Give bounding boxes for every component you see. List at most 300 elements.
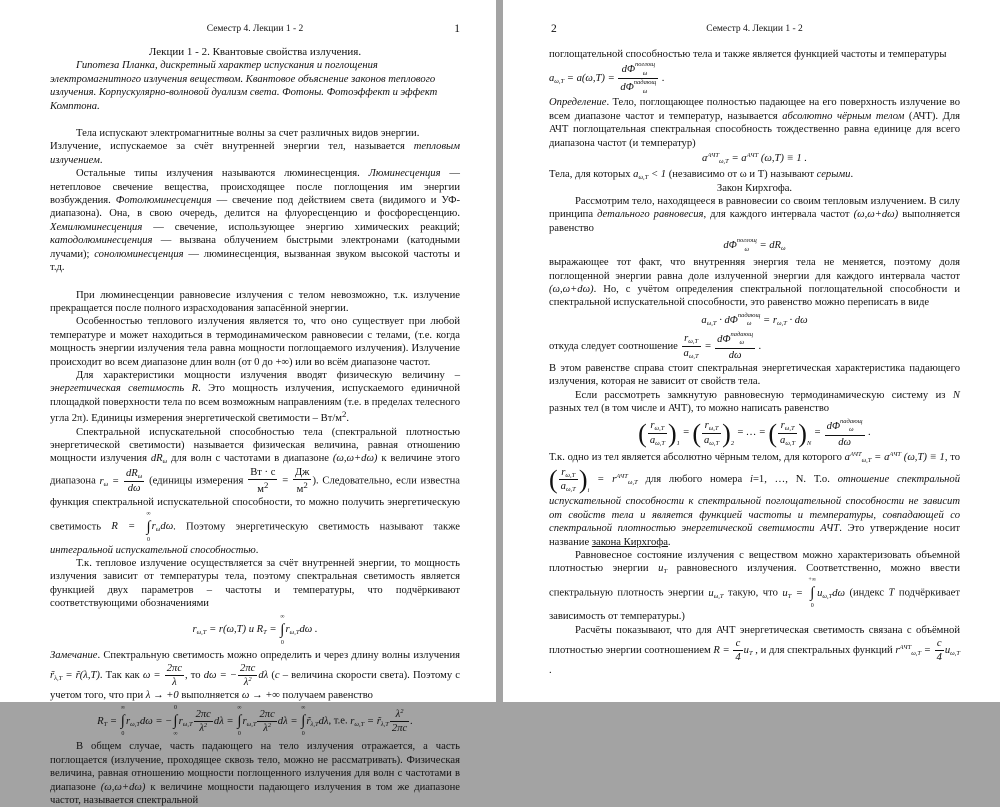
subscript: ω: [642, 87, 648, 95]
underlined-term: закона Кирхгофа: [591, 536, 668, 548]
subscript: ω: [746, 320, 752, 328]
formula: [549, 312, 960, 329]
subscript: ω,T: [950, 649, 961, 657]
text-run: λ: [263, 722, 268, 734]
denominator: [825, 436, 865, 449]
superscript: поглощ: [736, 237, 757, 245]
index-subscript: 2: [730, 440, 735, 447]
fraction: [165, 662, 184, 689]
text-run: . Спектральную светимость можно определить и через длину волны излучения: [97, 649, 460, 661]
math-expression: [242, 690, 280, 701]
numerator: [194, 708, 213, 722]
text-run: — нетепловое свечение вещества, происходящее после поглощения им энергии возбуждения.: [50, 168, 460, 207]
lower-limit: 0: [237, 731, 241, 738]
subscript: ω,T: [776, 319, 787, 327]
subscript: T: [748, 649, 753, 657]
text-run: dΦ: [717, 333, 731, 345]
text-run: 2πc: [259, 708, 275, 720]
emphasis-text: интегральной испускательной способностью: [50, 544, 256, 556]
text-run: (ω,ω+dω): [332, 453, 378, 465]
lower-limit: 0: [147, 536, 151, 543]
upper-limit: 0: [173, 705, 177, 712]
parenthesized-expression: [549, 464, 589, 495]
integral: [146, 510, 150, 544]
text-run: dω .: [299, 624, 318, 636]
denominator: [733, 651, 742, 664]
denominator: [257, 722, 276, 735]
numerator: [778, 419, 797, 434]
text-run: , то: [944, 451, 960, 463]
header-text: Семестр 4. Лекции 1 - 2: [206, 24, 304, 34]
sup-sub-stack: [738, 312, 761, 329]
right-paren: ): [667, 418, 677, 448]
numerator: [715, 331, 755, 349]
text-run: a: [780, 434, 786, 446]
math-expression: [111, 510, 174, 543]
text-run: .: [756, 340, 762, 352]
subscript: T: [103, 720, 108, 728]
emphasis-text: Гипотеза Планка, дискретный характер испускания и поглощения электромагнитного излучения веществом. Квантовое объяснение законов теплового излучения. Корпускулярно-волновой дуализм света. Фотоны. Фотоэффект и эффект Комптона.: [50, 60, 438, 112]
text-run: u: [782, 587, 788, 599]
text-run: (ω,ω+dω): [100, 781, 146, 793]
numerator: [559, 466, 578, 481]
text-run: (независимо от ω и T) называют: [666, 168, 817, 180]
text-run: При люминесценции равновесие излучения с телом невозможно, т.к. излучение прекращается после полного израсходования запасённой энергии.: [50, 289, 460, 314]
text-run: .: [667, 536, 671, 548]
paragraph: [50, 315, 460, 369]
text-run: = a: [871, 451, 890, 463]
text-run: =: [921, 644, 934, 656]
superscript: 2: [341, 409, 347, 420]
subscript: ω,T: [785, 439, 796, 447]
text-run: . Так как: [99, 669, 143, 681]
text-run: Тела испускают электромагнитные волны за счет различных видов энергии.: [76, 128, 420, 140]
paragraph: [549, 96, 960, 150]
text-run: ω → +∞: [241, 690, 280, 702]
paragraph: [549, 362, 960, 389]
text-run: r: [99, 475, 104, 487]
formula: [50, 613, 460, 647]
upper-limit: +∞: [808, 577, 817, 584]
text-run: = r̃: [364, 715, 381, 727]
header-text: Семестр 4. Лекции 1 - 2: [706, 24, 803, 34]
numerator: [648, 419, 667, 434]
superscript: падающ: [737, 311, 761, 319]
subscript: T: [263, 629, 267, 637]
emphasis-text: Люминесценция: [368, 168, 441, 180]
sup-sub-stack: [634, 79, 657, 96]
emphasis-text: i: [749, 474, 753, 486]
text-run: Рассмотрим тело, находящееся в равновесии со своим тепловым излучением. В силу принципа: [549, 196, 960, 221]
text-run: разных тел (в том числе и АЧТ), то можно написать равенство: [549, 403, 830, 415]
text-run: a: [649, 434, 656, 446]
denominator: [124, 482, 144, 495]
denominator: [390, 722, 409, 735]
index-subscript: i: [587, 486, 590, 494]
text-run: = a: [728, 153, 747, 165]
fraction: [559, 466, 578, 495]
subscript: ω,T: [289, 629, 300, 637]
parenthesized-expression: [768, 418, 811, 449]
text-run: (ω,T) ≡ 1 .: [758, 153, 807, 165]
superscript: поглощ: [635, 61, 656, 69]
subscript: ω,T: [565, 471, 576, 479]
text-run: dω: [728, 349, 742, 361]
denominator: [778, 434, 797, 448]
math-expression: [549, 284, 594, 295]
emphasis-text: Определение: [549, 97, 607, 109]
text-run: Остальные типы излучения называются люминесценция.: [76, 168, 369, 180]
text-run: .: [410, 715, 413, 727]
denominator: [248, 480, 277, 496]
emphasis-text: энергетическая светимость R: [50, 383, 199, 395]
text-run: < 1: [648, 168, 667, 180]
text-run: Для характеристики мощности излучения вводят физическую величину –: [76, 369, 460, 381]
text-run: r: [242, 715, 247, 727]
text-run: =: [811, 427, 824, 439]
text-run: r: [178, 715, 183, 727]
left-paren: (: [638, 418, 647, 448]
text-run: λ: [172, 677, 177, 689]
text-run: .: [850, 168, 854, 180]
text-run: dλ =: [213, 715, 237, 727]
text-run: Равновесное состояние излучения с веществом можно характеризовать объемной плотностью энергии: [549, 549, 960, 575]
paragraph: [50, 649, 460, 703]
index-subscript: N: [806, 440, 812, 447]
subscript: ω: [162, 458, 168, 466]
right-paren: ): [722, 418, 731, 448]
text-run: Вт · с: [250, 467, 276, 479]
upper-limit: ∞: [280, 613, 285, 620]
lecture-subtitle: [50, 59, 460, 113]
text-run: Тела, для которых: [549, 168, 634, 180]
math-expression: [713, 637, 753, 663]
subscript: ω: [849, 426, 854, 433]
subscript: ω,T: [709, 439, 720, 447]
emphasis-text: T: [888, 587, 895, 599]
text-run: dR: [150, 453, 163, 465]
subscript: ω,T: [130, 720, 140, 728]
upper-limit: ∞: [146, 510, 151, 517]
formula: [549, 418, 960, 449]
fraction: [238, 662, 257, 689]
text-run: r: [151, 521, 156, 533]
denominator: [559, 480, 578, 494]
paragraph: [549, 182, 960, 195]
text-run: λ: [199, 722, 204, 734]
text-run: r: [780, 419, 785, 431]
fraction: [390, 708, 409, 735]
superscript: 2: [263, 480, 269, 491]
fraction: [248, 466, 277, 496]
paragraph: [549, 256, 960, 310]
numerator: [165, 662, 184, 676]
math-expression: [782, 577, 846, 610]
text-run: λ → +0: [145, 690, 179, 702]
text-run: dω = −: [139, 715, 173, 727]
fraction: [778, 419, 797, 448]
integral: [173, 704, 177, 738]
text-run: =1, …, N. Т.о.: [752, 474, 838, 486]
subscript: ω,T: [565, 486, 576, 494]
fraction: [825, 418, 865, 449]
text-run: u: [743, 644, 749, 656]
subscript: ω,T: [654, 424, 665, 432]
text-run: = r(ω,T) и R: [206, 624, 264, 636]
denominator: [702, 434, 721, 448]
integral-sign-icon: ∫: [237, 713, 242, 730]
text-run: a: [702, 153, 708, 165]
paragraph: [549, 624, 960, 678]
text-run: =: [701, 340, 715, 352]
subscript: ω: [103, 480, 109, 488]
subscript: ω,T: [706, 319, 717, 327]
paragraph: [50, 140, 460, 167]
math-expression: [701, 311, 808, 328]
subscript: ω,T: [822, 592, 833, 600]
lecture-title: [50, 46, 460, 59]
integral-sign-icon: ∫: [810, 585, 815, 602]
sup-sub-stack: [731, 331, 754, 348]
text-run: = r: [589, 474, 617, 486]
paragraph: [549, 195, 960, 235]
text-run: =: [278, 475, 292, 487]
superscript: АЧТ: [616, 473, 628, 481]
text-run: r: [285, 624, 290, 636]
text-run: такую, что: [723, 587, 783, 599]
denominator: [618, 79, 658, 96]
superscript: АЧТ: [849, 450, 862, 458]
text-run: для волн с частотами в диапазоне: [167, 453, 333, 465]
subscript: ω,T: [354, 720, 365, 728]
paragraph: [549, 549, 960, 624]
text-run: r: [561, 466, 566, 478]
page-number: 1: [454, 23, 460, 35]
upper-limit: ∞: [237, 705, 242, 712]
text-run: ω =: [142, 669, 164, 681]
math-expression: [658, 563, 667, 574]
subscript: ω: [642, 69, 648, 77]
emphasis-text: отношение спектральной испускательной способности к спектральной поглощательной способности не зависит от свойств тела и является функцией частоты и температуры, совпадающей со спектральной плотностью энергетической светимости АЧТ: [549, 474, 961, 535]
text-run: · dω: [786, 314, 808, 326]
math-expression: [50, 670, 100, 681]
text-run: = r: [760, 314, 777, 326]
numerator: [124, 467, 144, 482]
right-paren: ): [578, 465, 588, 495]
text-run: r: [350, 715, 355, 727]
subscript: λ,T: [54, 674, 63, 682]
text-run: 2πc: [166, 663, 183, 675]
emphasis-text: N: [952, 389, 960, 401]
sup-sub-stack: [737, 237, 757, 254]
text-run: (АЧТ). Для АЧТ поглощательная спектральная способность тождественно равна единице для всего диапазона частот (и температур): [549, 110, 960, 149]
text-run: dΦ: [621, 64, 636, 76]
numerator: [935, 637, 944, 651]
math-expression: [895, 637, 961, 663]
text-run: — вызвана облучением быстрыми электронами (катодными лучами);: [50, 235, 460, 260]
left-paren: (: [692, 418, 701, 448]
subscript: ω,T: [713, 592, 724, 600]
paragraph: [50, 167, 460, 274]
text-run: поглощательной способностью тела и также является функцией частоты и температуры: [549, 49, 947, 60]
text-run: a: [549, 73, 555, 85]
text-run: Т.к. одно из тел является абсолютно чёрным телом, для которого: [549, 451, 845, 463]
emphasis-text: детального равновесия: [597, 209, 704, 221]
text-run: c: [735, 637, 741, 649]
text-run: =: [679, 427, 693, 439]
text-run: 2πc: [391, 722, 408, 734]
left-paren: (: [768, 418, 778, 448]
text-run: λ: [395, 708, 401, 720]
subscript: ω,T: [554, 78, 565, 86]
text-run: dΦ: [826, 420, 841, 432]
subscript: ω,T: [638, 173, 649, 181]
text-run: Если рассмотреть замкнутую равновесную термодинамическую систему из: [575, 389, 953, 401]
fraction: [715, 331, 755, 362]
text-run: dω: [832, 587, 846, 599]
paragraph: [549, 331, 960, 362]
superscript: АЧТ: [707, 152, 719, 160]
denominator: [648, 434, 667, 448]
lower-limit: 0: [810, 603, 814, 610]
integral-sign-icon: ∫: [301, 713, 306, 730]
text-run: u: [817, 587, 823, 599]
upper-limit: ∞: [301, 705, 306, 712]
text-run: Излучение, испускаемое за счёт внутренней энергии тел, называется: [50, 141, 414, 153]
text-run: , и для спектральных функций: [752, 644, 896, 656]
text-run: dλ: [318, 715, 329, 727]
text-run: dλ: [258, 669, 269, 681]
text-run: к величине этого диапазона: [50, 453, 460, 487]
math-expression: [723, 237, 786, 253]
sup-sub-stack: [840, 418, 863, 435]
text-run: для любого номера: [637, 474, 750, 486]
integral-sign-icon: ∫: [280, 621, 285, 638]
page-header: [50, 24, 460, 38]
numerator: [238, 662, 257, 676]
text-run: =: [107, 715, 120, 727]
denominator: [293, 480, 312, 496]
fraction: [257, 708, 276, 735]
text-run: выражающее тот факт, что внутренняя энергия тела не меняется, поэтому доля поглощенной энергии равна доле излученной энергии для каждого интервала частот: [549, 257, 960, 282]
fraction: [194, 708, 213, 735]
fraction: [733, 637, 742, 664]
paragraph: [50, 557, 460, 611]
text-run: u: [944, 644, 951, 656]
denominator: [194, 722, 213, 735]
text-run: выполняется: [178, 690, 242, 702]
subscript: ω,T: [688, 338, 699, 346]
math-expression: [192, 613, 318, 646]
text-run: r: [192, 624, 197, 636]
text-run: .: [99, 154, 103, 166]
math-expression: [101, 782, 146, 793]
text-run: R =: [713, 644, 733, 656]
text-run: 2πc: [195, 708, 211, 720]
text-run: , для каждого интервала частот: [703, 209, 854, 221]
text-run: – величина скорости света). Поэтому с учетом того, что при: [50, 669, 460, 702]
emphasis-text: сонолюминесценция: [94, 248, 184, 260]
emphasis-text: тепловым излучением: [50, 141, 460, 166]
subscript: ω,T: [911, 649, 922, 657]
text-run: = r̃(λ,T): [62, 669, 100, 681]
text-run: 4: [735, 651, 741, 663]
emphasis-text: c: [274, 669, 280, 681]
text-run: =: [266, 624, 280, 636]
superscript: 2: [248, 676, 252, 684]
numerator: [682, 332, 701, 347]
text-run: dω: [127, 483, 141, 495]
numerator: [733, 637, 742, 651]
superscript: 2: [303, 480, 308, 491]
numerator: [825, 418, 865, 436]
subscript: ω,T: [182, 720, 193, 728]
integral: [280, 613, 284, 647]
paragraph: [50, 127, 460, 140]
subscript: ω: [781, 245, 786, 253]
numerator: [618, 61, 658, 79]
text-run: r̃: [50, 669, 55, 681]
index-subscript: 1: [676, 440, 680, 447]
superscript: 2: [400, 707, 404, 715]
text-run: м: [257, 484, 264, 496]
text-run: — люминесценция, вызванная звуком высокой частоты и т.д.: [50, 248, 461, 274]
math-expression: [549, 61, 665, 95]
text-run: к величине мощности падающего излучения в том же диапазоне частот, называется спектральной: [50, 781, 461, 807]
subscript: ω: [744, 245, 750, 253]
text-run: .: [865, 427, 871, 439]
fraction: [293, 466, 312, 496]
math-expression: [333, 453, 378, 464]
lower-limit: 0: [301, 731, 305, 738]
text-run: получаем равенство: [279, 690, 373, 702]
text-run: откуда следует соотношение: [549, 340, 681, 352]
subscript: ω,T: [861, 456, 872, 464]
fraction: [682, 332, 701, 361]
text-run: = a(ω,T) =: [564, 73, 618, 85]
text-run: — свечение, использующее энергию химических реакций;: [142, 221, 460, 233]
numerator: [293, 466, 312, 480]
text-run: . Это утверждение носит название: [549, 523, 960, 548]
math-expression: [146, 690, 179, 701]
left-paren: (: [549, 465, 558, 495]
integral: [301, 704, 305, 738]
text-run: . Тело, поглощающее полностью падающее на его поверхность излучение во всем диапазоне частот и температур, называется: [549, 97, 960, 122]
paragraph: [50, 740, 460, 807]
text-run: В общем случае, часть падающего на тело излучения отражается, а часть поглощается (излучение, проходящее сквозь тело, можно не рассматривать). Физическая величина, равная отношению мощности поглощенного излучения для волн с частотами в диапазоне: [50, 741, 460, 793]
text-run: Спектральной испускательной способностью тела (спектральной плотностью энергетической светимости) называется физическая величина, равная отношению мощности излучения: [50, 426, 460, 465]
numerator: [702, 419, 721, 434]
denominator: [165, 676, 184, 689]
subscript: ω: [739, 339, 745, 347]
emphasis-text: абсолютно чёрным телом: [782, 110, 905, 122]
page-header: [549, 24, 960, 38]
parenthesized-expression: [692, 418, 734, 449]
superscript: 2: [203, 721, 208, 729]
subscript: λ,T: [310, 720, 319, 728]
text-run: Дж: [294, 467, 310, 479]
math-expression: [702, 153, 807, 164]
text-run: u: [658, 563, 664, 575]
page-body: [50, 46, 460, 807]
denominator: [238, 676, 257, 689]
text-run: , то: [185, 669, 204, 681]
text-run: = … =: [734, 427, 769, 439]
fraction: [935, 637, 944, 664]
emphasis-text: серыми: [816, 168, 851, 180]
emphasis-text: катодолюминесценция: [50, 235, 153, 247]
subscript: ω,T: [196, 629, 207, 637]
